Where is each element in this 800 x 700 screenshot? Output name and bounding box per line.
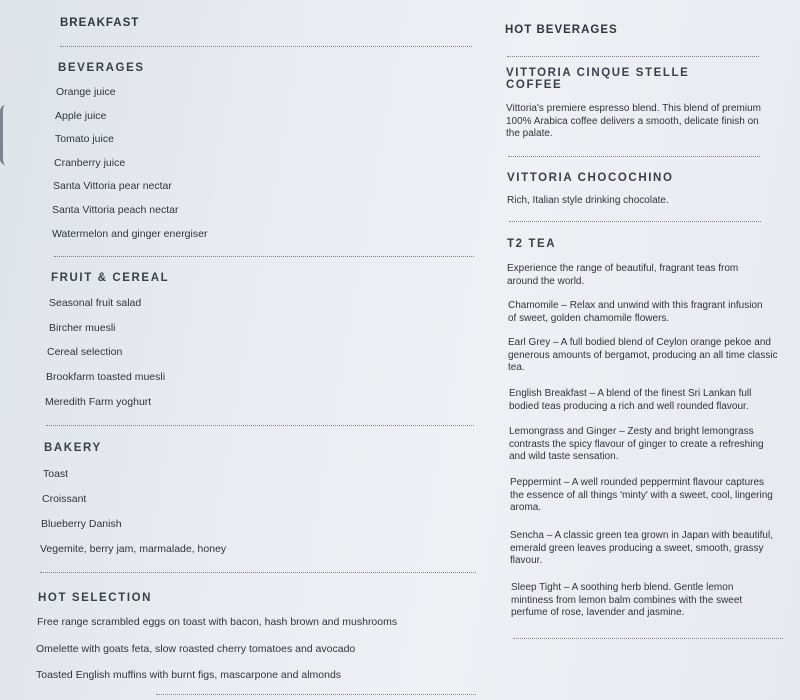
menu-item: Watermelon and ginger energiser <box>52 228 208 240</box>
tea-item: Sleep Tight – A soothing herb blend. Gentle lemon mintiness from lemon balm combines with the sweet perfume of rose, lavender and jasmine. <box>511 582 743 618</box>
menu-item: Seasonal fruit salad <box>49 297 142 309</box>
page-edge-binding <box>0 105 13 165</box>
divider <box>40 572 476 573</box>
coffee-description: Vittoria's premiere espresso blend. This blend of premium 100% Arabica coffee delivers a smooth, delicate finish on the palate. <box>506 103 761 139</box>
menu-item: Vegemite, berry jam, marmalade, honey <box>40 543 227 555</box>
bakery-heading: BAKERY <box>44 442 102 454</box>
menu-item: Croissant <box>42 493 87 505</box>
tea-item: Peppermint – A well rounded peppermint flavour captures the essence of all things 'minty' with a sweet, cool, lingering aroma. <box>510 477 773 513</box>
menu-item: Bircher muesli <box>49 322 116 334</box>
menu-item: Santa Vittoria peach nectar <box>52 204 179 216</box>
menu-item: Free range scrambled eggs on toast with bacon, hash brown and mushrooms <box>37 616 398 628</box>
menu-item: Meredith Farm yoghurt <box>45 396 152 408</box>
chocochino-description: Rich, Italian style drinking chocolate. <box>507 195 669 206</box>
menu-item: Santa Vittoria pear nectar <box>53 180 172 192</box>
menu-item: Toast <box>43 468 69 480</box>
hot-beverages-title: HOT BEVERAGES <box>505 24 618 36</box>
divider <box>508 156 760 157</box>
tea-heading: T2 TEA <box>507 238 557 250</box>
fruit-cereal-heading: FRUIT & CEREAL <box>51 272 170 284</box>
tea-item: Chamomile – Relax and unwind with this fragrant infusion of sweet, golden chamomile flowers. <box>508 300 763 324</box>
tea-item: Sencha – A classic green tea grown in Japan with beautiful, emerald green leaves producing a sweet, smooth, grassy flavour. <box>510 530 773 566</box>
coffee-heading: VITTORIA CINQUE STELLE COFFEE <box>506 67 690 91</box>
menu-item: Apple juice <box>55 110 107 122</box>
menu-item: Brookfarm toasted muesli <box>46 371 166 383</box>
menu-item: Omelette with goats feta, slow roasted cherry tomatoes and avocado <box>36 643 356 655</box>
menu-item: Cereal selection <box>47 346 123 358</box>
tea-item: English Breakfast – A blend of the finest Sri Lankan full bodied teas producing a rich and well rounded flavour. <box>509 388 752 412</box>
beverages-heading: BEVERAGES <box>58 62 145 74</box>
hot-selection-heading: HOT SELECTION <box>38 592 153 604</box>
divider <box>156 694 476 695</box>
divider <box>60 46 472 47</box>
menu-item: Tomato juice <box>55 133 114 145</box>
menu-item: Toasted English muffins with burnt figs, mascarpone and almonds <box>36 669 342 681</box>
menu-item: Cranberry juice <box>54 157 126 169</box>
divider <box>507 56 759 57</box>
divider <box>46 425 474 426</box>
tea-item: Earl Grey – A full bodied blend of Ceylon orange pekoe and generous amounts of bergamot, producing an all time classic tea. <box>508 337 778 373</box>
tea-item: Lemongrass and Ginger – Zesty and bright lemongrass contrasts the spicy flavour of ginger to create a refreshing and wild taste sensation. <box>509 426 764 462</box>
tea-intro: Experience the range of beautiful, fragrant teas from around the world. <box>507 263 739 287</box>
divider <box>54 256 474 257</box>
menu-item: Orange juice <box>56 86 116 98</box>
menu-item: Blueberry Danish <box>41 518 122 530</box>
divider <box>513 638 783 639</box>
breakfast-title: BREAKFAST <box>60 17 140 29</box>
divider <box>509 221 761 222</box>
chocochino-heading: VITTORIA CHOCOCHINO <box>507 172 674 184</box>
